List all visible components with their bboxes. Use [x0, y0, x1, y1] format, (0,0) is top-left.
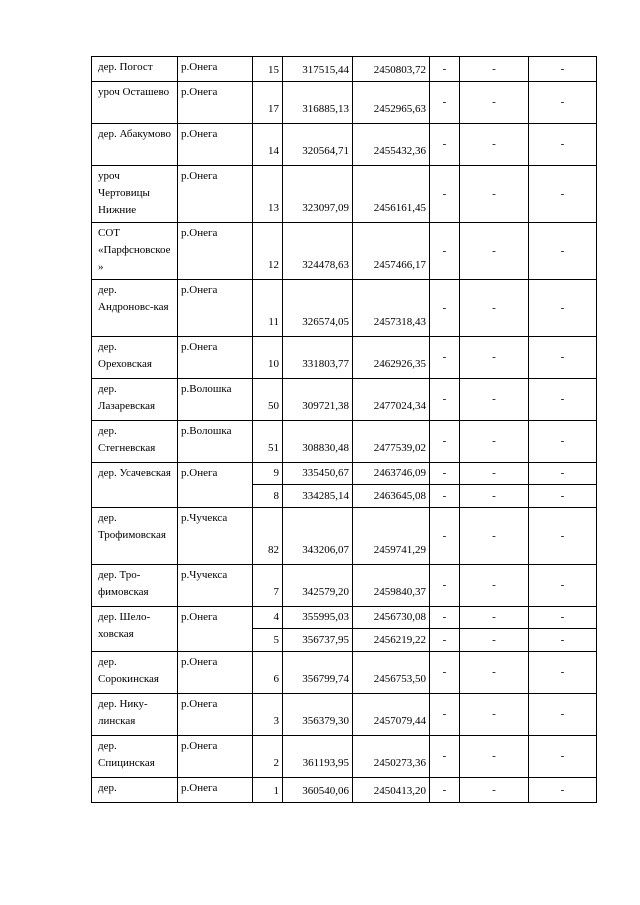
- table-row: [92, 124, 597, 166]
- river-name: р.Онега: [178, 337, 253, 379]
- dash-cell: -: [430, 82, 460, 124]
- point-number: 51: [253, 421, 283, 463]
- coord-y: 2459840,37: [353, 565, 430, 607]
- point-number: 82: [253, 508, 283, 565]
- table-row: [92, 421, 597, 463]
- dash-cell: -: [529, 607, 597, 629]
- coord-y: 2450413,20: [353, 778, 430, 803]
- coord-y: 2456753,50: [353, 652, 430, 694]
- dash-cell: -: [460, 694, 529, 736]
- coord-x: 324478,63: [283, 223, 353, 280]
- settlement-name: дер. Андроновс-кая: [92, 280, 178, 337]
- river-name: р.Онега: [178, 463, 253, 508]
- coord-x: 309721,38: [283, 379, 353, 421]
- coord-x: 342579,20: [283, 565, 353, 607]
- dash-cell: -: [430, 652, 460, 694]
- settlement-name: дер. Нику-линская: [92, 694, 178, 736]
- dash-cell: -: [430, 565, 460, 607]
- coord-y: 2452965,63: [353, 82, 430, 124]
- point-number: 9: [253, 463, 283, 485]
- settlement-name: дер. Усачевская: [92, 463, 178, 508]
- dash-cell: -: [529, 463, 597, 485]
- dash-cell: -: [430, 124, 460, 166]
- river-name: р.Онега: [178, 652, 253, 694]
- coord-y: 2456161,45: [353, 166, 430, 223]
- settlement-name: дер. Абакумово: [92, 124, 178, 166]
- coord-x: 335450,67: [283, 463, 353, 485]
- dash-cell: -: [430, 629, 460, 652]
- dash-cell: -: [529, 778, 597, 803]
- coord-x: 356379,30: [283, 694, 353, 736]
- dash-cell: -: [430, 166, 460, 223]
- coord-x: 320564,71: [283, 124, 353, 166]
- table-row: [92, 166, 597, 223]
- dash-cell: -: [529, 421, 597, 463]
- river-name: р.Онега: [178, 607, 253, 652]
- point-number: 50: [253, 379, 283, 421]
- dash-cell: -: [460, 379, 529, 421]
- coord-x: 317515,44: [283, 57, 353, 82]
- dash-cell: -: [430, 778, 460, 803]
- river-name: р.Онега: [178, 223, 253, 280]
- table-row: [92, 736, 597, 778]
- point-number: 6: [253, 652, 283, 694]
- river-name: р.Онега: [178, 166, 253, 223]
- dash-cell: -: [430, 280, 460, 337]
- settlement-name: дер. Тро-фимовская: [92, 565, 178, 607]
- coord-x: 316885,13: [283, 82, 353, 124]
- dash-cell: -: [529, 485, 597, 508]
- dash-cell: -: [430, 694, 460, 736]
- dash-cell: -: [460, 463, 529, 485]
- dash-cell: -: [430, 736, 460, 778]
- table-row: [92, 652, 597, 694]
- dash-cell: -: [460, 280, 529, 337]
- dash-cell: -: [430, 485, 460, 508]
- coord-x: 308830,48: [283, 421, 353, 463]
- table-row: [92, 379, 597, 421]
- point-number: 11: [253, 280, 283, 337]
- dash-cell: -: [460, 778, 529, 803]
- point-number: 1: [253, 778, 283, 803]
- settlement-name: дер.: [92, 778, 178, 803]
- dash-cell: -: [460, 82, 529, 124]
- dash-cell: -: [529, 652, 597, 694]
- dash-cell: -: [460, 223, 529, 280]
- river-name: р.Онега: [178, 694, 253, 736]
- dash-cell: -: [529, 379, 597, 421]
- point-number: 5: [253, 629, 283, 652]
- coord-y: 2457079,44: [353, 694, 430, 736]
- settlement-name: дер. Стегневская: [92, 421, 178, 463]
- dash-cell: -: [430, 223, 460, 280]
- point-number: 7: [253, 565, 283, 607]
- coord-y: 2463746,09: [353, 463, 430, 485]
- point-number: 14: [253, 124, 283, 166]
- settlement-name: уроч Осташево: [92, 82, 178, 124]
- dash-cell: -: [460, 485, 529, 508]
- table-row: [92, 223, 597, 280]
- river-name: р.Волошка: [178, 421, 253, 463]
- point-number: 17: [253, 82, 283, 124]
- river-name: р.Чучекса: [178, 565, 253, 607]
- coord-y: 2463645,08: [353, 485, 430, 508]
- dash-cell: -: [460, 508, 529, 565]
- coord-y: 2455432,36: [353, 124, 430, 166]
- dash-cell: -: [430, 379, 460, 421]
- point-number: 8: [253, 485, 283, 508]
- settlement-name: дер. Шело-ховская: [92, 607, 178, 652]
- dash-cell: -: [430, 508, 460, 565]
- river-name: р.Онега: [178, 736, 253, 778]
- table-row: [92, 694, 597, 736]
- coord-y: 2457318,43: [353, 280, 430, 337]
- table-row: [92, 565, 597, 607]
- coord-y: 2459741,29: [353, 508, 430, 565]
- settlement-name: СОТ «Парфсновское»: [92, 223, 178, 280]
- coord-x: 323097,09: [283, 166, 353, 223]
- river-name: р.Онега: [178, 124, 253, 166]
- table-row: [92, 508, 597, 565]
- point-number: 15: [253, 57, 283, 82]
- river-name: р.Онега: [178, 778, 253, 803]
- point-number: 12: [253, 223, 283, 280]
- dash-cell: -: [430, 337, 460, 379]
- dash-cell: -: [430, 57, 460, 82]
- dash-cell: -: [430, 463, 460, 485]
- point-number: 4: [253, 607, 283, 629]
- river-name: р.Чучекса: [178, 508, 253, 565]
- coord-y: 2457466,17: [353, 223, 430, 280]
- dash-cell: -: [529, 337, 597, 379]
- river-name: р.Онега: [178, 280, 253, 337]
- coord-x: 334285,14: [283, 485, 353, 508]
- settlement-name: дер. Лазаревская: [92, 379, 178, 421]
- coord-y: 2462926,35: [353, 337, 430, 379]
- point-number: 13: [253, 166, 283, 223]
- point-number: 3: [253, 694, 283, 736]
- coord-x: 331803,77: [283, 337, 353, 379]
- dash-cell: -: [460, 652, 529, 694]
- dash-cell: -: [529, 280, 597, 337]
- table-row: [92, 463, 597, 485]
- coord-y: 2450273,36: [353, 736, 430, 778]
- table-row: [92, 57, 597, 82]
- dash-cell: -: [529, 694, 597, 736]
- dash-cell: -: [529, 124, 597, 166]
- settlement-name: дер. Погост: [92, 57, 178, 82]
- settlement-name: дер. Ореховская: [92, 337, 178, 379]
- dash-cell: -: [529, 57, 597, 82]
- dash-cell: -: [460, 565, 529, 607]
- dash-cell: -: [529, 565, 597, 607]
- river-name: р.Онега: [178, 57, 253, 82]
- coord-y: 2477024,34: [353, 379, 430, 421]
- coord-y: 2477539,02: [353, 421, 430, 463]
- table-row: [92, 280, 597, 337]
- point-number: 10: [253, 337, 283, 379]
- dash-cell: -: [460, 629, 529, 652]
- settlement-name: уроч Чертовицы Нижние: [92, 166, 178, 223]
- coord-x: 360540,06: [283, 778, 353, 803]
- settlement-name: дер. Трофимовская: [92, 508, 178, 565]
- coord-x: 356737,95: [283, 629, 353, 652]
- settlement-name: дер. Спицинская: [92, 736, 178, 778]
- settlement-name: дер. Сорокинская: [92, 652, 178, 694]
- coord-x: 356799,74: [283, 652, 353, 694]
- dash-cell: -: [529, 166, 597, 223]
- dash-cell: -: [430, 421, 460, 463]
- dash-cell: -: [529, 508, 597, 565]
- table-row: [92, 778, 597, 803]
- coord-x: 326574,05: [283, 280, 353, 337]
- point-number: 2: [253, 736, 283, 778]
- coord-y: 2450803,72: [353, 57, 430, 82]
- table-row: [92, 607, 597, 629]
- coord-y: 2456219,22: [353, 629, 430, 652]
- coord-x: 361193,95: [283, 736, 353, 778]
- coord-y: 2456730,08: [353, 607, 430, 629]
- table-row: [92, 82, 597, 124]
- dash-cell: -: [529, 223, 597, 280]
- dash-cell: -: [430, 607, 460, 629]
- settlements-table: [91, 56, 597, 803]
- dash-cell: -: [460, 337, 529, 379]
- dash-cell: -: [529, 736, 597, 778]
- dash-cell: -: [460, 607, 529, 629]
- dash-cell: -: [460, 736, 529, 778]
- coord-x: 343206,07: [283, 508, 353, 565]
- table-row: [92, 337, 597, 379]
- dash-cell: -: [460, 166, 529, 223]
- coord-x: 355995,03: [283, 607, 353, 629]
- river-name: р.Онега: [178, 82, 253, 124]
- dash-cell: -: [529, 629, 597, 652]
- dash-cell: -: [460, 421, 529, 463]
- river-name: р.Волошка: [178, 379, 253, 421]
- dash-cell: -: [529, 82, 597, 124]
- dash-cell: -: [460, 57, 529, 82]
- dash-cell: -: [460, 124, 529, 166]
